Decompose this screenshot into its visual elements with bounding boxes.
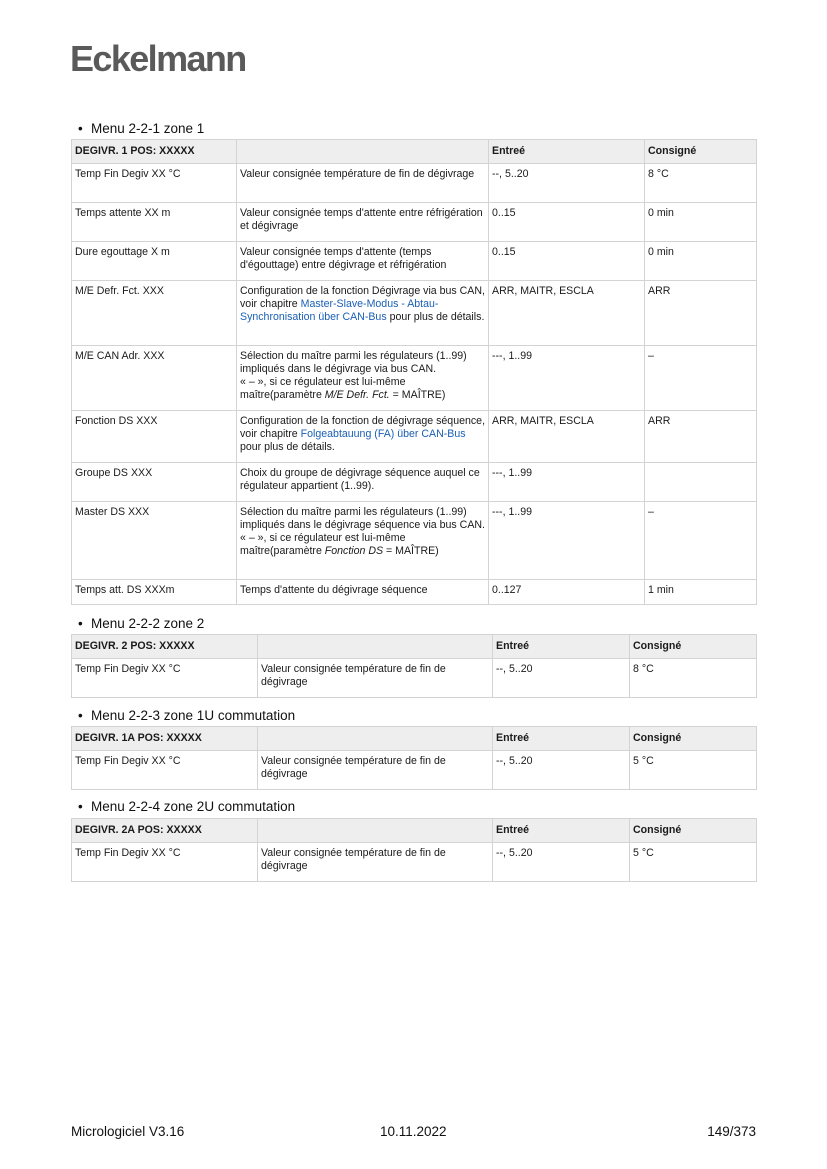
param-value: ARR: [645, 281, 757, 346]
section-title-zone-1u: • Menu 2-2-3 zone 1U commutation: [78, 708, 296, 723]
table-zone-2u: [71, 818, 757, 882]
param-description: Configuration de la fonction Dégivrage via bus CAN, voir chapitre Master-Slave-Modus - Abtau-Synchronisation über CAN-Bus pour plus de détails.: [237, 281, 489, 346]
header-description: [258, 819, 493, 843]
section-title-zone-1: • Menu 2-2-1 zone 1: [78, 121, 205, 136]
param-description: Configuration de la fonction de dégivrage séquence, voir chapitre Folgeabtauung (FA) über CAN-Bus pour plus de détails.: [237, 411, 489, 463]
param-value: 5 °C: [630, 751, 757, 790]
header-menu-name: DEGIVR. 1A POS: XXXXX: [72, 727, 258, 751]
header-description: [237, 140, 489, 164]
chapter-link-master-slave[interactable]: Master-Slave-Modus - Abtau-Synchronisation über CAN-Bus: [240, 298, 439, 323]
param-range: --, 5..20: [493, 659, 630, 698]
param-name: Temps attente XX m: [72, 203, 237, 242]
table-row: [72, 281, 757, 346]
param-range: 0..15: [489, 242, 645, 281]
header-range: Entreé: [493, 819, 630, 843]
param-range: 0..15: [489, 203, 645, 242]
footer-date: 10.11.2022: [380, 1124, 447, 1139]
table-row: [72, 580, 757, 605]
param-name: Temp Fin Degiv XX °C: [72, 164, 237, 203]
header-menu-name: DEGIVR. 1 POS: XXXXX: [72, 140, 237, 164]
table-row: [72, 843, 757, 882]
header-setpoint: Consigné: [645, 140, 757, 164]
param-value: [645, 463, 757, 502]
header-description: [258, 635, 493, 659]
param-value: –: [645, 346, 757, 411]
footer-firmware-version: Micrologiciel V3.16: [71, 1124, 185, 1139]
param-description: Sélection du maître parmi les régulateurs (1..99) impliqués dans le dégivrage séquence via bus CAN. « – », si ce régulateur est lui-même maître(paramètre Fonction DS = MAÎTRE): [237, 502, 489, 580]
table-row: [72, 164, 757, 203]
param-range: ---, 1..99: [489, 346, 645, 411]
chapter-link-folgeabtauung[interactable]: Folgeabtauung (FA) über CAN-Bus: [300, 428, 466, 440]
table-row: [72, 242, 757, 281]
param-description: Valeur consignée temps d'attente (temps d'égouttage) entre dégivrage et réfrigération: [237, 242, 489, 281]
param-description: Valeur consignée température de fin de dégivrage: [258, 659, 493, 698]
param-value: 8 °C: [630, 659, 757, 698]
table-row: [72, 502, 757, 580]
param-name: M/E Defr. Fct. XXX: [72, 281, 237, 346]
param-range: --, 5..20: [489, 164, 645, 203]
param-name: Temp Fin Degiv XX °C: [72, 659, 258, 698]
table-header-row: [72, 727, 757, 751]
param-range: ARR, MAITR, ESCLA: [489, 411, 645, 463]
param-description: Valeur consignée température de fin de dégivrage: [237, 164, 489, 203]
header-setpoint: Consigné: [630, 727, 757, 751]
header-range: Entreé: [493, 635, 630, 659]
table-header-row: [72, 819, 757, 843]
param-description: Valeur consignée temps d'attente entre réfrigération et dégivrage: [237, 203, 489, 242]
param-value: 8 °C: [645, 164, 757, 203]
param-description: Valeur consignée température de fin de dégivrage: [258, 843, 493, 882]
section-title-zone-2u: • Menu 2-2-4 zone 2U commutation: [78, 799, 296, 814]
param-name: Fonction DS XXX: [72, 411, 237, 463]
table-row: [72, 203, 757, 242]
param-value: 1 min: [645, 580, 757, 605]
param-range: --, 5..20: [493, 751, 630, 790]
footer-page-number: 149/373: [707, 1124, 756, 1139]
param-description: Temps d'attente du dégivrage séquence: [237, 580, 489, 605]
param-range: --, 5..20: [493, 843, 630, 882]
param-range: 0..127: [489, 580, 645, 605]
param-range: ARR, MAITR, ESCLA: [489, 281, 645, 346]
param-value: ARR: [645, 411, 757, 463]
param-name: Temp Fin Degiv XX °C: [72, 843, 258, 882]
param-description: Choix du groupe de dégivrage séquence auquel ce régulateur appartient (1..99).: [237, 463, 489, 502]
table-row: [72, 346, 757, 411]
param-range: ---, 1..99: [489, 502, 645, 580]
eckelmann-logo: Eckelmann: [70, 38, 246, 79]
param-name: Temps att. DS XXXm: [72, 580, 237, 605]
param-name: Temp Fin Degiv XX °C: [72, 751, 258, 790]
param-range: ---, 1..99: [489, 463, 645, 502]
table-zone-1u: [71, 726, 757, 790]
param-value: 5 °C: [630, 843, 757, 882]
param-value: –: [645, 502, 757, 580]
param-value: 0 min: [645, 242, 757, 281]
header-menu-name: DEGIVR. 2 POS: XXXXX: [72, 635, 258, 659]
header-description: [258, 727, 493, 751]
param-name: Master DS XXX: [72, 502, 237, 580]
table-header-row: [72, 635, 757, 659]
table-header-row: [72, 140, 757, 164]
param-name: Dure egouttage X m: [72, 242, 237, 281]
header-setpoint: Consigné: [630, 819, 757, 843]
table-row: [72, 751, 757, 790]
param-description: Valeur consignée température de fin de dégivrage: [258, 751, 493, 790]
table-row: [72, 463, 757, 502]
table-row: [72, 411, 757, 463]
param-value: 0 min: [645, 203, 757, 242]
header-setpoint: Consigné: [630, 635, 757, 659]
table-zone-1: [71, 139, 757, 605]
param-description: Sélection du maître parmi les régulateurs (1..99) impliqués dans le dégivrage via bus CAN. « – », si ce régulateur est lui-même maître(paramètre M/E Defr. Fct. = MAÎTRE): [237, 346, 489, 411]
header-menu-name: DEGIVR. 2A POS: XXXXX: [72, 819, 258, 843]
header-range: Entreé: [493, 727, 630, 751]
param-name: Groupe DS XXX: [72, 463, 237, 502]
table-zone-2: [71, 634, 757, 698]
header-range: Entreé: [489, 140, 645, 164]
section-title-zone-2: • Menu 2-2-2 zone 2: [78, 616, 205, 631]
table-row: [72, 659, 757, 698]
param-name: M/E CAN Adr. XXX: [72, 346, 237, 411]
